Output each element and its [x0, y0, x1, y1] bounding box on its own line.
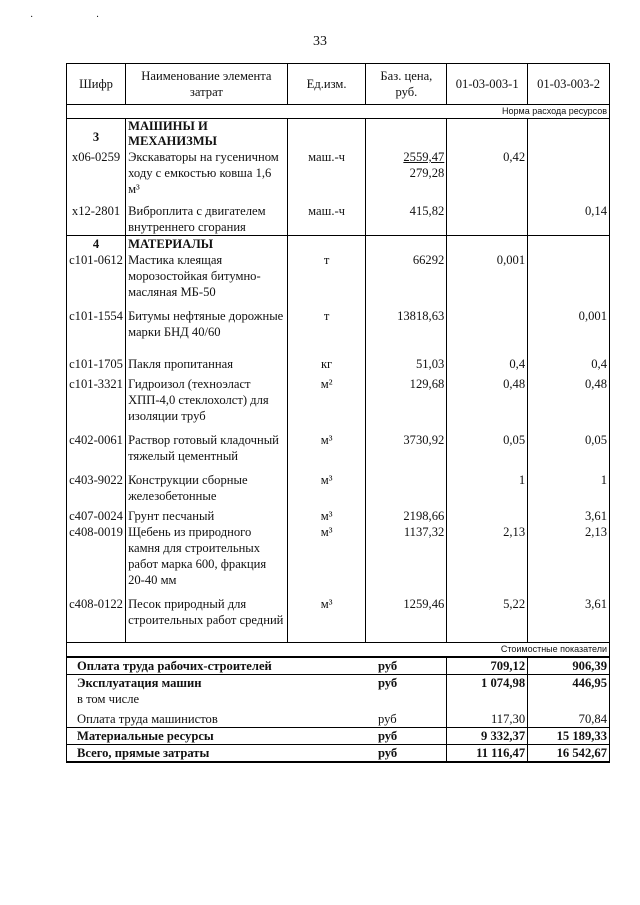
totals-unit: руб	[366, 745, 447, 763]
row-code: c402-0061	[67, 424, 126, 464]
row-value-1: 0,05	[447, 424, 528, 464]
totals-value-2: 70,84	[528, 707, 610, 728]
totals-value-1	[447, 691, 528, 707]
row-name: Щебень из природного камня для строительных работ марка 600, фракция 20-40 мм	[126, 524, 288, 588]
header-code: Шифр	[67, 64, 126, 105]
row-name: Гидроизол (техноэласт ХПП-4,0 стеклохолст) для изоляции труб	[126, 372, 288, 424]
row-price	[366, 464, 447, 504]
row-price: 129,68	[366, 372, 447, 424]
row-code: c408-0019	[67, 524, 126, 588]
totals-unit: руб	[366, 675, 447, 692]
row-name: Виброплита с двигателем внутреннего сгорания	[126, 197, 288, 236]
totals-name: Оплата труда рабочих-строителей	[67, 657, 366, 675]
row-value-2: 2,13	[528, 524, 610, 588]
table-row	[67, 464, 610, 504]
totals-value-2: 906,39	[528, 657, 610, 675]
scan-dots: · ·	[30, 12, 130, 23]
header-name: Наименование элемента затрат	[126, 64, 288, 105]
cost-label: Стоимостные показатели	[67, 643, 610, 658]
totals-name: Эксплуатация машин	[67, 675, 366, 692]
totals-name: Оплата труда машинистов	[67, 707, 366, 728]
section-title: МАШИНЫ И МЕХАНИЗМЫ	[126, 119, 288, 150]
row-price: 2559,47 279,28	[366, 149, 447, 197]
totals-name: Материальные ресурсы	[67, 728, 366, 745]
row-value-1: 5,22	[447, 588, 528, 643]
header-norm-2: 01-03-003-2	[528, 64, 610, 105]
table-row	[67, 300, 610, 348]
row-unit: м³	[287, 524, 366, 588]
row-value-2: 0,14	[528, 197, 610, 236]
totals-row	[67, 675, 610, 692]
page-number: 33	[313, 34, 327, 49]
row-name: Песок природный для строительных работ средний	[126, 588, 288, 643]
row-unit: м²	[287, 372, 366, 424]
totals-name: Всего, прямые затраты	[67, 745, 366, 763]
totals-row	[67, 745, 610, 763]
totals-unit	[366, 691, 447, 707]
totals-row	[67, 728, 610, 745]
row-price: 2198,66	[366, 504, 447, 524]
row-price: 415,82	[366, 197, 447, 236]
row-price: 66292	[366, 252, 447, 300]
totals-row	[67, 657, 610, 675]
section-code: 4	[67, 236, 126, 253]
section-row-machines	[67, 119, 610, 150]
header-norm-1: 01-03-003-1	[447, 64, 528, 105]
row-code: c101-1705	[67, 348, 126, 372]
totals-value-2: 16 542,67	[528, 745, 610, 763]
row-unit: маш.-ч	[287, 197, 366, 236]
totals-unit: руб	[366, 728, 447, 745]
header-unit: Ед.изм.	[287, 64, 366, 105]
row-code: c408-0122	[67, 588, 126, 643]
row-code: c101-0612	[67, 252, 126, 300]
row-value-2: 3,61	[528, 588, 610, 643]
row-value-1	[447, 300, 528, 348]
totals-value-1: 1 074,98	[447, 675, 528, 692]
section-code: 3	[67, 119, 126, 150]
row-value-2	[528, 252, 610, 300]
row-code: x06-0259	[67, 149, 126, 197]
totals-value-1: 9 332,37	[447, 728, 528, 745]
table-row	[67, 504, 610, 524]
row-value-2: 0,001	[528, 300, 610, 348]
row-price: 3730,92	[366, 424, 447, 464]
row-unit: м³	[287, 464, 366, 504]
row-value-2: 0,05	[528, 424, 610, 464]
row-value-2	[528, 149, 610, 197]
table-row	[67, 424, 610, 464]
row-name: Мастика клеящая морозостойкая битумно-масляная МБ-50	[126, 252, 288, 300]
row-price: 51,03	[366, 348, 447, 372]
header-price: Баз. цена, руб.	[366, 64, 447, 105]
totals-value-1: 709,12	[447, 657, 528, 675]
table-row	[67, 524, 610, 588]
resource-table	[66, 63, 610, 763]
row-name: Грунт песчаный	[126, 504, 288, 524]
row-unit: м³	[287, 504, 366, 524]
row-unit: т	[287, 300, 366, 348]
totals-value-2	[528, 691, 610, 707]
section-title: МАТЕРИАЛЫ	[126, 236, 288, 253]
totals-value-2: 446,95	[528, 675, 610, 692]
row-price: 1137,32	[366, 524, 447, 588]
totals-value-1: 11 116,47	[447, 745, 528, 763]
row-value-1: 0,42	[447, 149, 528, 197]
row-name: Конструкции сборные железобетонные	[126, 464, 288, 504]
row-value-1: 0,48	[447, 372, 528, 424]
totals-value-2: 15 189,33	[528, 728, 610, 745]
table-row	[67, 372, 610, 424]
row-value-1	[447, 197, 528, 236]
table-header-row	[67, 64, 610, 105]
row-value-2: 0,48	[528, 372, 610, 424]
norm-label: Норма расхода ресурсов	[67, 105, 610, 119]
row-unit: кг	[287, 348, 366, 372]
row-code: c403-9022	[67, 464, 126, 504]
table-row	[67, 348, 610, 372]
row-value-1	[447, 504, 528, 524]
row-code: x12-2801	[67, 197, 126, 236]
row-price: 13818,63	[366, 300, 447, 348]
row-unit: т	[287, 252, 366, 300]
totals-value-1: 117,30	[447, 707, 528, 728]
totals-row	[67, 691, 610, 707]
row-code: c101-1554	[67, 300, 126, 348]
totals-unit: руб	[366, 657, 447, 675]
table-row	[67, 149, 610, 197]
totals-name: в том числе	[67, 691, 366, 707]
totals-unit: руб	[366, 707, 447, 728]
row-unit: м³	[287, 424, 366, 464]
row-value-2: 1	[528, 464, 610, 504]
row-unit: м³	[287, 588, 366, 643]
section-row-materials	[67, 236, 610, 253]
totals-row	[67, 707, 610, 728]
norm-label-row	[67, 105, 610, 119]
row-code: c407-0024	[67, 504, 126, 524]
row-price: 1259,46	[366, 588, 447, 643]
row-unit: маш.-ч	[287, 149, 366, 197]
cost-label-row	[67, 643, 610, 658]
row-value-2: 3,61	[528, 504, 610, 524]
row-value-2: 0,4	[528, 348, 610, 372]
row-value-1: 0,001	[447, 252, 528, 300]
row-value-1: 0,4	[447, 348, 528, 372]
table-row	[67, 588, 610, 643]
table-row	[67, 252, 610, 300]
row-name: Раствор готовый кладочный тяжелый цементный	[126, 424, 288, 464]
row-code: c101-3321	[67, 372, 126, 424]
row-value-1: 2,13	[447, 524, 528, 588]
row-name: Экскаваторы на гусеничном ходу с емкостью ковша 1,6 м³	[126, 149, 288, 197]
row-name: Пакля пропитанная	[126, 348, 288, 372]
row-value-1: 1	[447, 464, 528, 504]
table-row	[67, 197, 610, 236]
row-name: Битумы нефтяные дорожные марки БНД 40/60	[126, 300, 288, 348]
